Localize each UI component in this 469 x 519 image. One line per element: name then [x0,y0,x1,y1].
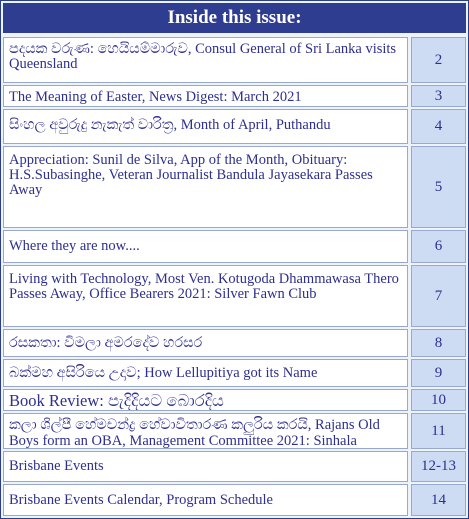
article-title: කලා ශිල්පී හේමචන්ද්‍ර හේවාවිතාරණ කලුරිය කරයි, Rajans Old Boys form an OBA, Management Committee 2021: Sinhala [3,413,408,449]
contents-row[interactable] [3,109,466,144]
article-title: Brisbane Events [3,451,408,482]
contents-row[interactable] [3,265,466,327]
contents-row[interactable] [3,85,466,107]
page-number: 7 [411,265,466,327]
page-number: 2 [411,37,466,83]
article-title: Appreciation: Sunil de Silva, App of the Month, Obituary: H.S.Subasinghe, Veteran Journalist Bandula Jayasekara Passes Away [3,146,408,228]
contents-row[interactable] [3,451,466,482]
contents-row[interactable] [3,329,466,357]
page-number: 9 [411,359,466,387]
contents-header: Inside this issue: [3,3,466,33]
article-title: Living with Technology, Most Ven. Kotugoda Dhammawasa Thero Passes Away, Office Bearers 2021: Silver Fawn Club [3,265,408,327]
article-title: සිංහල අවුරුදු නැකැත් වාරිත්‍ර, Month of April, Puthandu [3,109,408,144]
article-title: පදයක වරුණ: හෙයියම්මාරුව, Consul General of Sri Lanka visits Queensland [3,37,408,83]
contents-row[interactable] [3,230,466,263]
page-number: 6 [411,230,466,263]
page-number: 14 [411,484,466,516]
article-title: Brisbane Events Calendar, Program Schedule [3,484,408,516]
article-title: බක්මහ අසිරියෙ උදාව; How Lellupitiya got its Name [3,359,408,387]
page-number: 8 [411,329,466,357]
contents-row[interactable] [3,389,466,411]
contents-row[interactable] [3,484,466,516]
article-title: Where they are now.... [3,230,408,263]
article-title: Book Review: පැදිදියට බොරදිය [3,389,408,411]
contents-row[interactable] [3,37,466,83]
contents-row[interactable] [3,413,466,449]
page-number: 12-13 [411,451,466,482]
page-number: 5 [411,146,466,228]
contents-row[interactable] [3,359,466,387]
contents-row[interactable] [3,146,466,228]
article-title: රසකතා: විමලා අමරදේව හරසර [3,329,408,357]
page-number: 4 [411,109,466,144]
article-title: The Meaning of Easter, News Digest: March 2021 [3,85,408,107]
page-number: 11 [411,413,466,449]
page-number: 3 [411,85,466,107]
page-number: 10 [411,389,466,411]
